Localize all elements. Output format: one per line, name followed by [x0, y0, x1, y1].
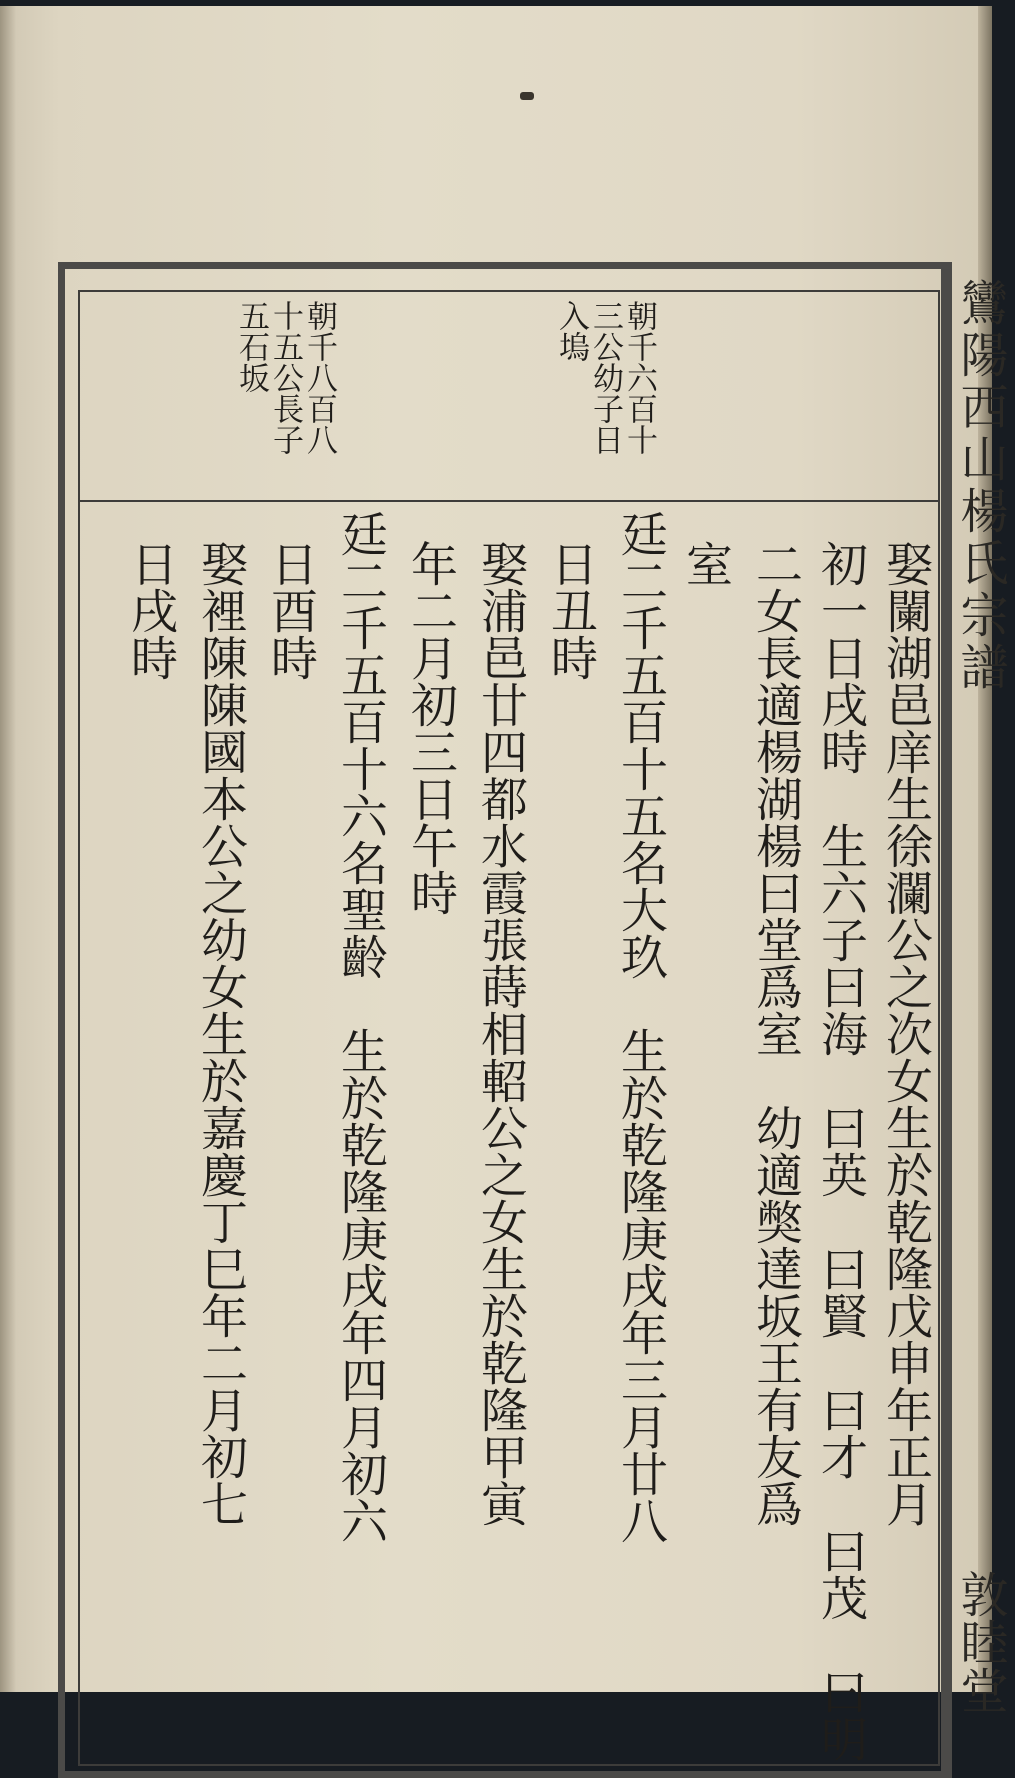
- text-column-3: 二女長適楊湖楊曰堂爲室 幼適獘達坂王有友爲: [748, 540, 803, 1527]
- ink-mark: [520, 92, 534, 100]
- text-column-9: 廷二千五百十六名聖齡 生於乾隆庚戌年四月初六: [333, 510, 388, 1544]
- page-edge: [978, 6, 992, 1692]
- text-column-11: 娶裡陳陳國本公之幼女生於嘉慶丁巳年二月初七: [193, 540, 248, 1527]
- header-note-2: 朝千八百八十五公長子五石坂: [233, 300, 337, 455]
- text-column-10: 日酉時: [263, 540, 318, 681]
- hall-name: 敦睦堂: [952, 1570, 1008, 1714]
- text-column-8: 年二月初三日午時: [403, 540, 458, 916]
- header-note-1: 朝千六百十三公幼子日入塢: [553, 300, 657, 455]
- book-spine: [0, 6, 16, 1692]
- text-column-6: 日丑時: [543, 540, 598, 681]
- text-column-1: 娶闌湖邑庠生徐瀾公之次女生於乾隆戊申年正月: [878, 540, 933, 1527]
- header-divider: [80, 500, 940, 502]
- text-column-5: 廷二千五百十五名大玖 生於乾隆庚戌年三月廿八: [613, 510, 668, 1544]
- text-column-7: 娶浦邑廿四都水霞張蒔相軺公之女生於乾隆甲寅: [473, 540, 528, 1527]
- book-title: 鸞陽西山楊氏宗譜: [952, 278, 1008, 694]
- text-column-2: 初一日戌時 生六子曰海 曰英 曰賢 曰才 曰茂 曰明: [813, 540, 868, 1762]
- text-column-4: 室: [678, 540, 733, 587]
- text-column-12: 日戌時: [123, 540, 178, 681]
